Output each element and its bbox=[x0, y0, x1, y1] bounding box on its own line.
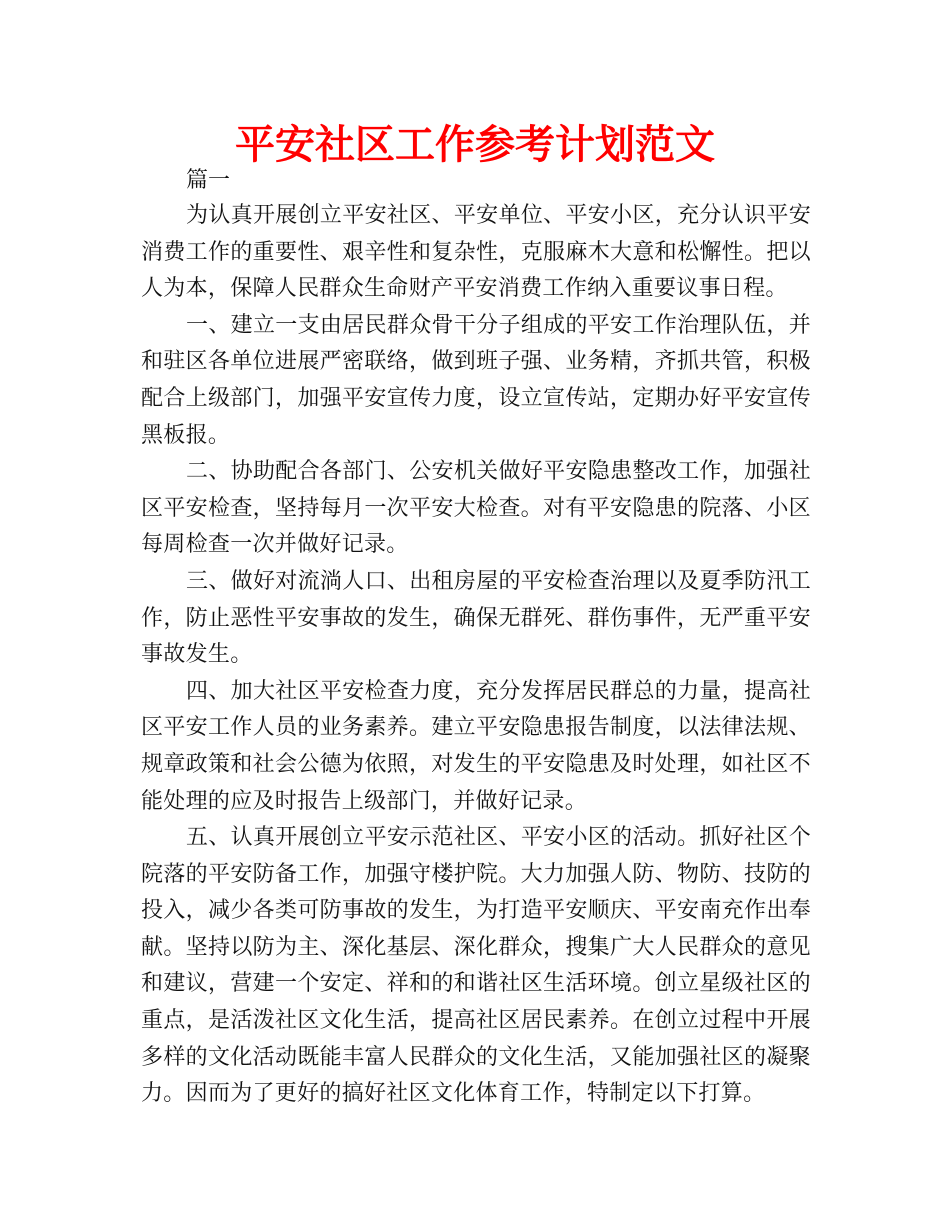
document-title: 平安社区工作参考计划范文 bbox=[235, 122, 715, 168]
paragraph-item-4: 四、加大社区平安检查力度，充分发挥居民群总的力量，提高社区平安工作人员的业务素养。建立平安隐患报告制度，以法律法规、规章政策和社会公德为依照，对发生的平安隐患及时处理，如社区不能处理的应及时报告上级部门，并做好记录。 bbox=[141, 678, 811, 814]
paragraph-item-5: 五、认真开展创立平安示范社区、平安小区的活动。抓好社区个院落的平安防备工作，加强守楼护院。大力加强人防、物防、技防的投入，减少各类可防事故的发生，为打造平安顺庆、平安南充作出奉献。坚持以防为主、深化基层、深化群众，搜集广大人民群众的意见和建议，营建一个安定、祥和的和谐社区生活环境。创立星级社区的重点，是活泼社区文化生活，提高社区居民素养。在创立过程中开展多样的文化活动既能丰富人民群众的文化生活，又能加强社区的凝聚力。因而为了更好的搞好社区文化体育工作，特制定以下打算。 bbox=[141, 825, 811, 1107]
section-label: 篇一 bbox=[186, 168, 231, 193]
paragraph-item-3: 三、做好对流淌人口、出租房屋的平安检查治理以及夏季防汛工作，防止恶性平安事故的发生，确保无群死、群伤事件，无严重平安事故发生。 bbox=[141, 568, 811, 668]
paragraph-intro: 为认真开展创立平安社区、平安单位、平安小区，充分认识平安消费工作的重要性、艰辛性和复杂性，克服麻木大意和松懈性。把以人为本，保障人民群众生命财产平安消费工作纳入重要议事日程。 bbox=[141, 203, 811, 302]
paragraph-item-2: 二、协助配合各部门、公安机关做好平安隐患整改工作，加强社区平安检查，坚持每月一次平安大检查。对有平安隐患的院落、小区每周检查一次并做好记录。 bbox=[141, 459, 811, 558]
paragraph-item-1: 一、建立一支由居民群众骨干分子组成的平安工作治理队伍，并和驻区各单位进展严密联络，做到班子强、业务精，齐抓共管，积极配合上级部门，加强平安宣传力度，设立宣传站，定期办好平安宣传黑板报。 bbox=[141, 312, 811, 448]
document-body bbox=[141, 198, 811, 1113]
